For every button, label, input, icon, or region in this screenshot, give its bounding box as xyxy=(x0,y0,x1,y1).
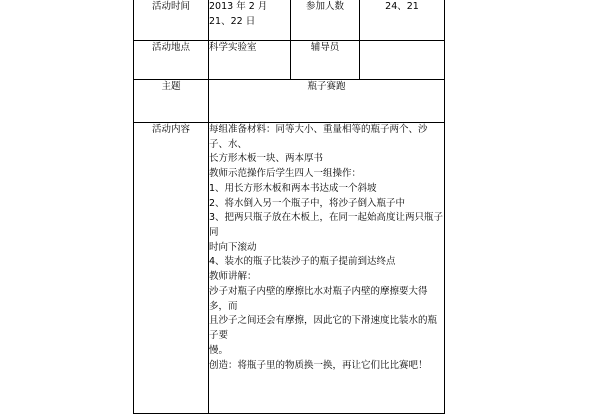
activity-place-label-text: 活动地点 xyxy=(151,42,190,53)
activity-content-label xyxy=(134,123,209,414)
content-line: 4、装水的瓶子比装沙子的瓶子提前到达终点 xyxy=(209,256,396,268)
activity-content-label-text: 活动内容 xyxy=(151,124,190,135)
content-line: 创造：将瓶子里的物质换一换，再让它们比比赛吧！ xyxy=(209,359,428,371)
content-line: 教师示范操作后学生四人一组操作： xyxy=(209,168,362,180)
content-line: 3、把两只瓶子放在木板上，在同一起始高度让两只瓶子同 xyxy=(209,212,444,239)
activity-content-body xyxy=(209,123,445,414)
participant-count-value-text: 24、21 xyxy=(385,1,419,12)
theme-label-text: 主题 xyxy=(161,81,181,92)
content-line: 每组准备材料：同等大小、重量相等的瓶子两个、沙子、水、 xyxy=(209,124,428,150)
content-line: 1、用长方形木板和两本书达成一个斜坡 xyxy=(209,182,377,194)
content-line: 长方形木板一块、两本厚书 xyxy=(209,153,324,165)
row-theme xyxy=(134,80,445,123)
activity-record-table xyxy=(133,0,445,414)
content-line: 慢。 xyxy=(209,344,229,356)
activity-time-value: 2013 年 2 月 21、22 日 xyxy=(209,0,291,41)
content-line: 教师讲解： xyxy=(209,271,257,283)
row-place-tutor xyxy=(134,41,445,80)
activity-time-label xyxy=(134,0,209,41)
activity-place-value: 科学实验室 xyxy=(209,41,291,80)
theme-value: 瓶子赛跑 xyxy=(209,80,445,123)
tutor-label xyxy=(291,41,360,80)
row-time-count xyxy=(134,0,445,41)
participant-count-label xyxy=(291,0,360,41)
tutor-label-text: 辅导员 xyxy=(310,42,340,53)
tutor-value xyxy=(360,41,445,80)
row-content xyxy=(134,123,445,414)
content-line: 时向下滚动 xyxy=(209,241,257,253)
content-line: 且沙子之间还会有摩擦，因此它的下滑速度比装水的瓶子要 xyxy=(209,315,438,342)
content-line: 沙子对瓶子内壁的摩擦比水对瓶子内壁的摩擦要大得多，而 xyxy=(209,285,428,312)
activity-time-label-text: 活动时间 xyxy=(151,1,190,12)
participant-count-value xyxy=(360,0,445,41)
theme-label xyxy=(134,80,209,123)
activity-place-label xyxy=(134,41,209,80)
participant-count-label-text: 参加人数 xyxy=(305,1,344,12)
content-line: 2、将水倒入另一个瓶子中，将沙子倒入瓶子中 xyxy=(209,197,406,209)
